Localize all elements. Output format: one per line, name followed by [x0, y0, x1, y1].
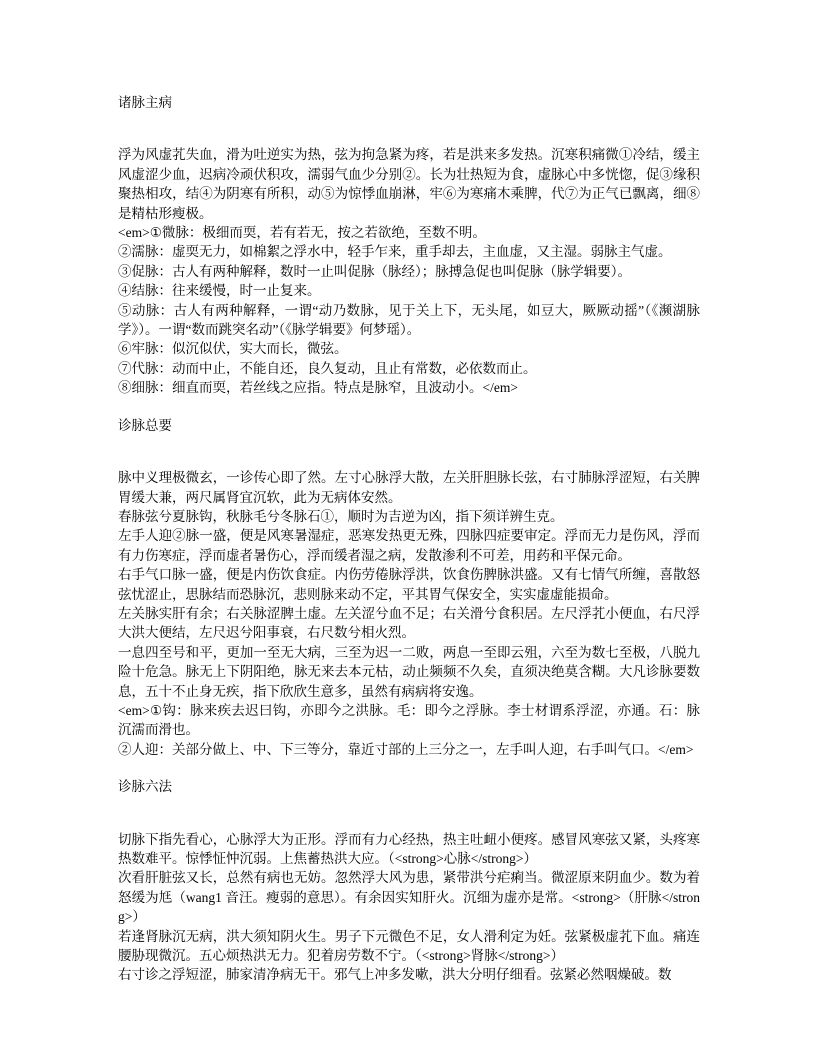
paragraph: 右寸诊之浮短涩，肺家清净病无干。邪气上冲多发嗽，洪大分明仔细看。弦紧必然咽燥破。数 — [118, 967, 672, 983]
paragraph: ⑤动脉：古人有两种解释，一谓“动乃数脉，见于关上下，无头尾，如豆大，厥厥动摇”（《濒湖脉学》）。一谓“数而跳突名动”（《脉学辑要》何梦瑶）。 — [118, 302, 700, 338]
paragraph: ④结脉：往来缓慢，时一止复来。 — [118, 283, 321, 299]
paragraph: ⑦代脉：动而中止，不能自还，良久复动，且止有常数，必依数而止。 — [118, 360, 537, 376]
paragraph: 右手气口脉一盛，便是内伤饮食症。内伤劳倦脉浮洪，饮食伤脾脉洪盛。又有七情气所缠，喜散怒弦忧涩止，思脉结而恐脉沉，悲则脉来动不定，平其胃气保安全，实实虚虚能损命。 — [118, 567, 700, 602]
paragraph: 若逢肾脉沉无病，洪大须知阴火生。男子下元微色不足，女人滑利定为妊。弦紧极虚芤下血。痛连腰胁现微沉。五心烦热洪无力。犯着房劳数不宁。（<strong>肾脉</strong>） — [118, 928, 700, 964]
paragraph: <em>①钩：脉来疾去迟曰钩，亦即今之洪脉。毛：即今之浮脉。李士材谓系浮涩，亦通。石：脉沉濡而滑也。 — [118, 702, 700, 738]
paragraph: ②人迎：关部分做上、中、下三等分，靠近寸部的上三分之一，左手叫人迎，右手叫气口。</em> — [118, 741, 694, 757]
paragraph: ⑧细脉：细直而耎，若丝线之应指。特点是脉窄，且波动小。</em> — [118, 380, 518, 396]
paragraph: 浮为风虚芤失血，滑为吐逆实为热，弦为拘急紧为疼，若是洪来多发热。沉寒积痛微①冷结，缓主风虚涩少血，迟病冷顽伏积攻，濡弱气血少分别②。长为壮热短为食，虚脉心中多恍惚，促③缘积聚热相攻，结④为阴寒有所积，动⑤为惊悸血崩淋，牢⑥为寒痛木乘脾，代⑦为正气已飘离，细⑧是精枯形瘦极。 — [118, 147, 700, 221]
paragraph: ②濡脉：虚耎无力，如棉絮之浮水中，轻手乍来，重手却去，主血虚，又主湿。弱脉主气虚。 — [118, 244, 672, 260]
paragraph: 次看肝脏弦又长，总然有病也无妨。忽然浮大风为患，紧带洪兮疟痢当。微涩原来阴血少。数为着怒缓为尪（wang1 音汪。瘦弱的意思）。有余因实知肝火。沉细为虚亦是常。<strong>（肝脉</strong>） — [118, 870, 700, 925]
paragraph: <em>①微脉：极细而耎，若有若无，按之若欲绝，至数不明。 — [118, 225, 486, 241]
paragraph: 一息四至号和平，更加一至无大病，三至为迟一二败，两息一至即云殂，六至为数七至极，八脱九险十危急。脉无上下阴阳绝，脉无来去本元枯，动止频频不久矣，直须决绝莫含糊。大凡诊脉要数息，五十不止身无疾，指下欣欣生意多，虽然有病病将安逸。 — [118, 644, 700, 699]
section-heading-zhenmai-zongyao: 诊脉总要 — [118, 417, 172, 433]
paragraph: ⑥牢脉：似沉似伏，实大而长，微弦。 — [118, 341, 348, 357]
paragraph: 左关脉实肝有余；右关脉涩脾土虚。左关涩兮血不足；右关滑兮食积居。左尺浮芤小便血，右尺浮大洪大便结，左尺迟兮阳事衰，右尺数兮相火烈。 — [118, 605, 700, 641]
page-title: 诸脉主病 — [118, 95, 172, 110]
section-zhumai-zhubing — [118, 93, 700, 398]
paragraph: 脉中义理极微玄，一诊传心即了然。左寸心脉浮大散，左关肝胆脉长弦，右寸肺脉浮涩短，右关脾胃缓大兼，两尺属肾宜沉软，此为无病体安然。 — [118, 470, 700, 505]
paragraph: 左手人迎②脉一盛，便是风寒暑湿症，恶寒发热更无殊，四脉四症要审定。浮而无力是伤风，浮而有力伤寒症，浮而虚者暑伤心，浮而缓者湿之病，发散渗利不可差，用药和平保元命。 — [118, 528, 700, 563]
paragraph: 切脉下指先看心，心脉浮大为正形。浮而有力心经热，热主吐衄小便疼。感冒风寒弦又紧，头疼寒热数难平。惊悸怔忡沉弱。上焦蓄热洪大应。（<strong>心脉</strong>） — [118, 831, 700, 866]
section-heading-zhenmai-liufa: 诊脉六法 — [118, 779, 172, 795]
paragraph: 春脉弦兮夏脉钩，秋脉毛兮冬脉石①，顺时为吉逆为凶，指下须详辨生克。 — [118, 508, 564, 524]
paragraph: ③促脉：古人有两种解释，数时一止叫促脉（脉经）；脉搏急促也叫促脉（脉学辑要）。 — [118, 263, 631, 279]
section-zhenmai-zongyao — [118, 416, 700, 760]
section-zhenmai-liufa — [118, 777, 700, 985]
